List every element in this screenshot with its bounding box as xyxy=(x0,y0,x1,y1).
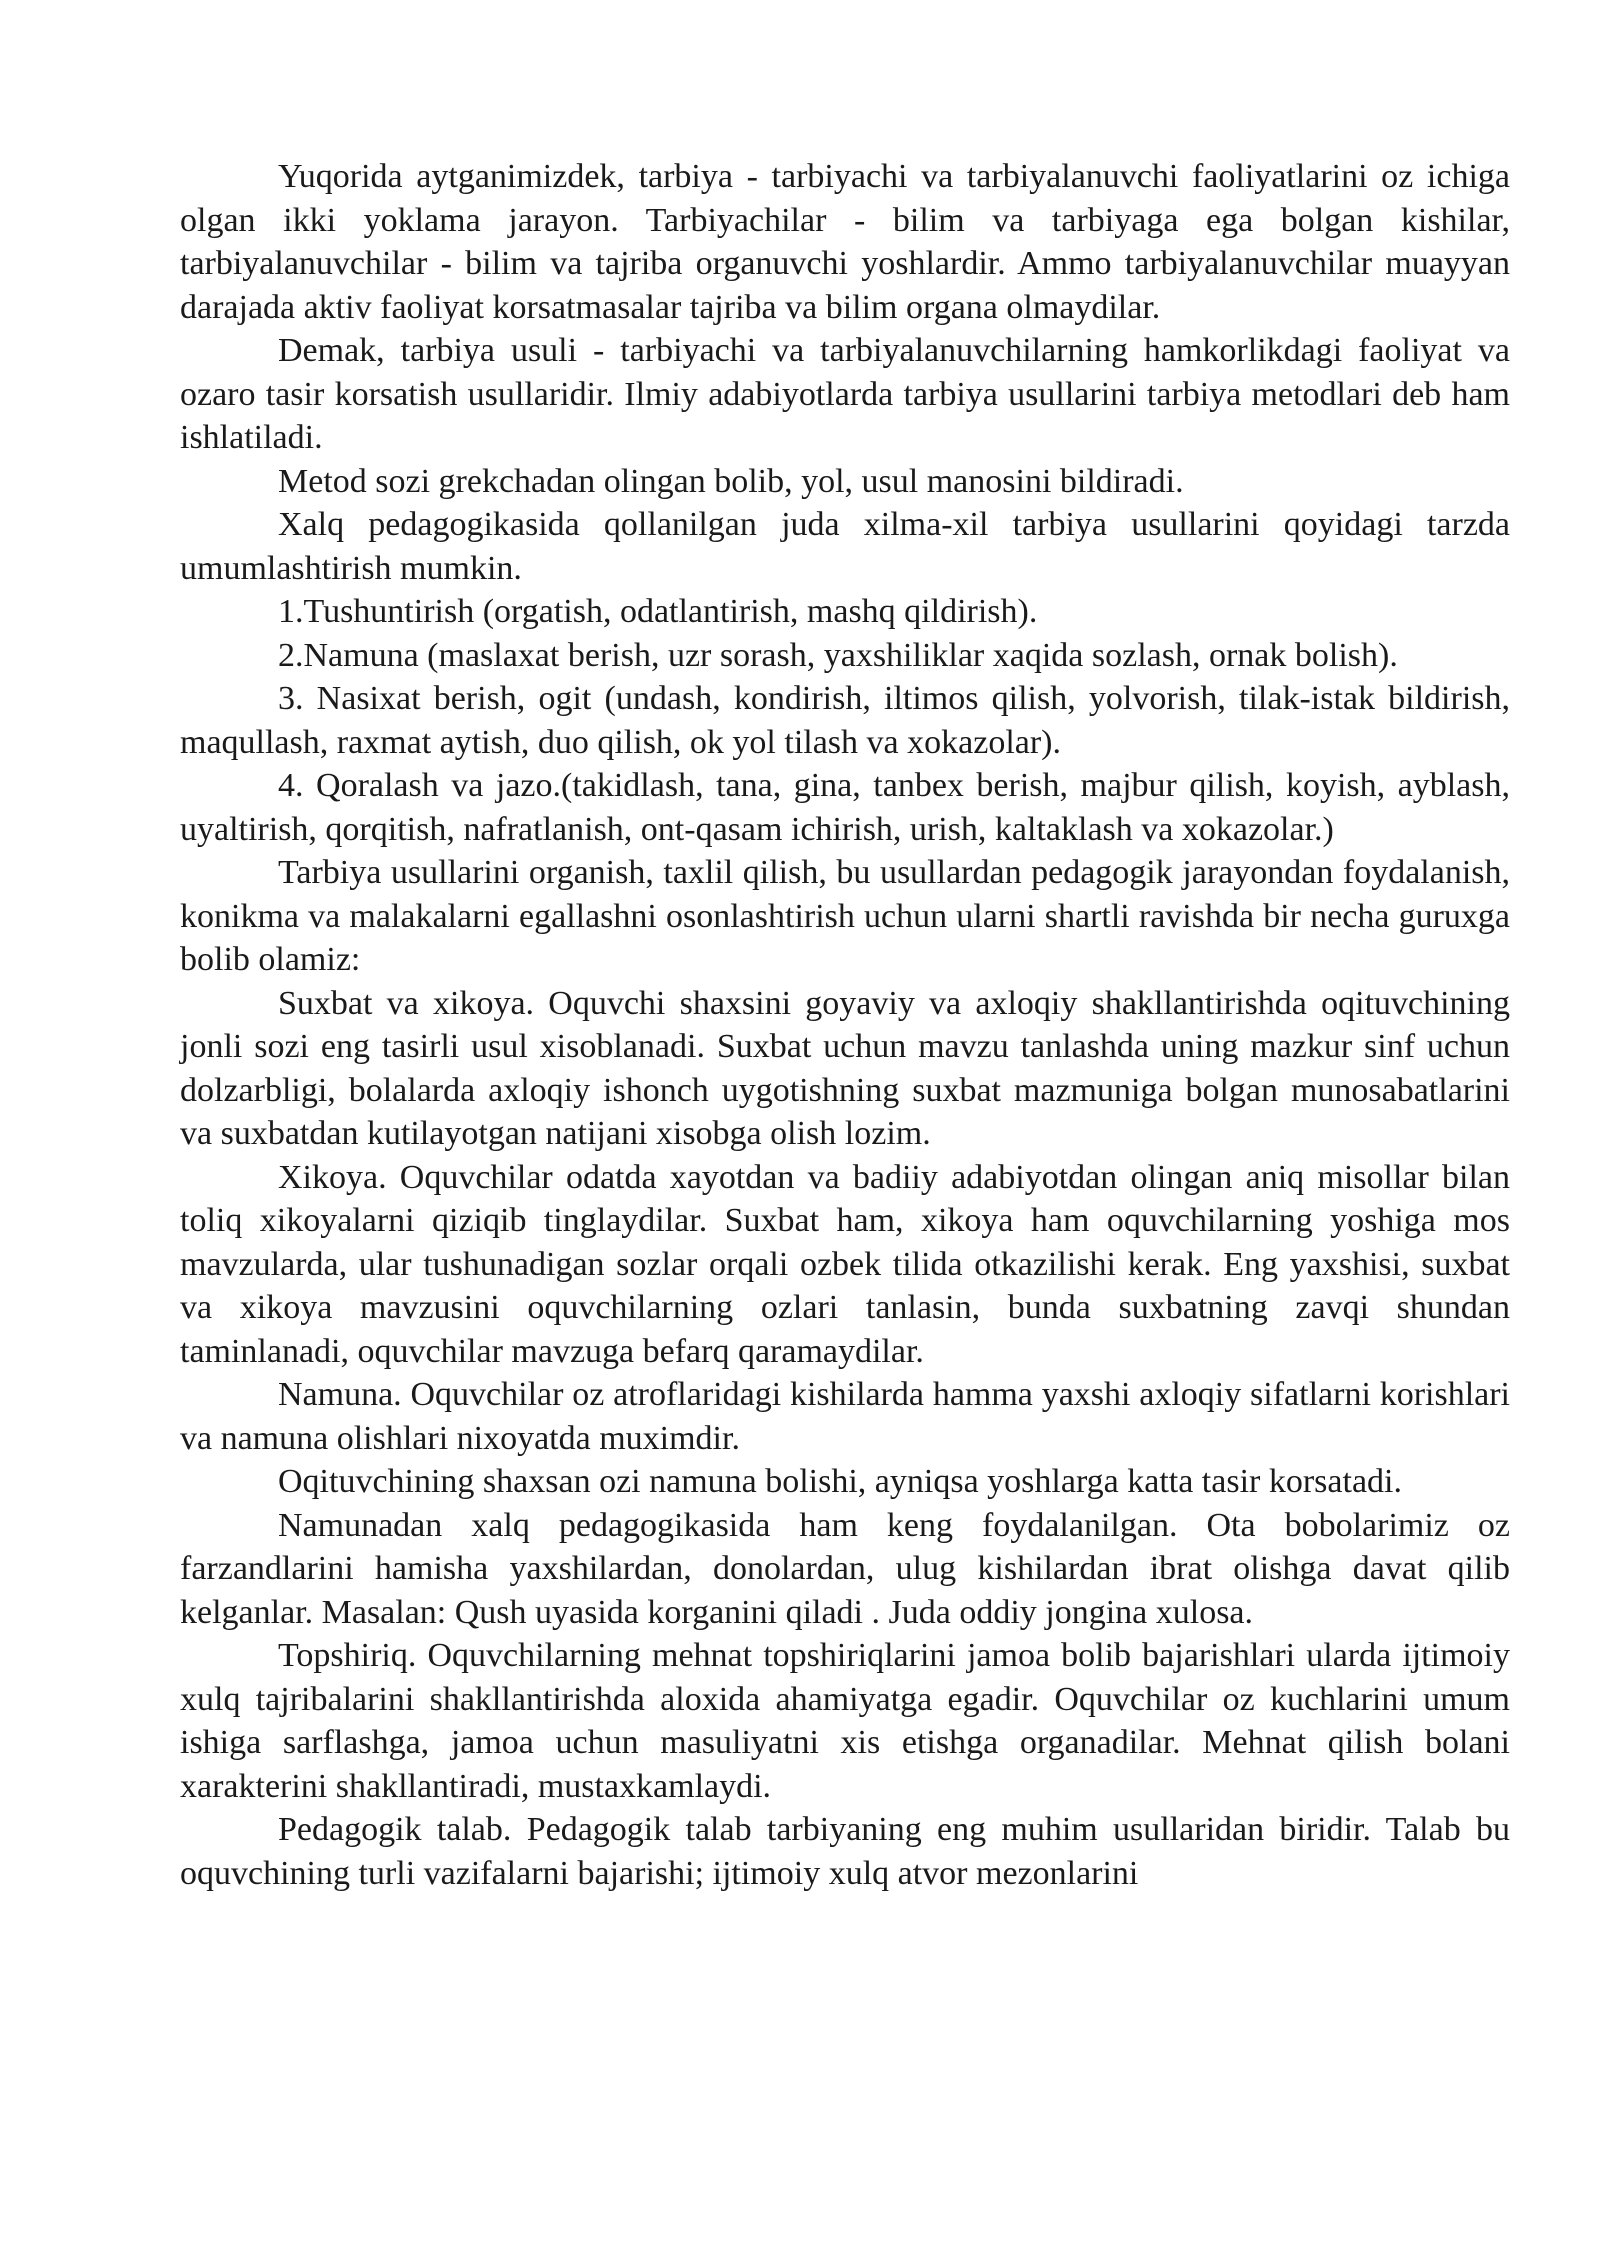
paragraph-assignment: Topshiriq. Oquvchilarning mehnat topshiriqlarini jamoa bolib bajarishlari ularda ijtimoiy xulq tajribalarini shakllantirishda aloxida ahamiyatga egadir. Oquvchilar oz kuchlarini umum ishiga sarflashga, jamoa uchun masuliyatni xis etishga organadilar. Mehnat qilish bolani xarakterini shakllantiradi, mustaxkamlaydi. xyxy=(180,1637,1510,1805)
list-item-advice: 3. Nasixat berish, ogit (undash, kondirish, iltimos qilish, yolvorish, tilak-istak bildirish, maqullash, raxmat aytish, duo qilish, ok yol tilash va xokazolar). xyxy=(180,680,1510,761)
paragraph-intro: Yuqorida aytganimizdek, tarbiya - tarbiyachi va tarbiyalanuvchi faoliyatlarini oz ichiga olgan ikki yoklama jarayon. Tarbiyachilar - bilim va tarbiyaga ega bolgan kishilar, tarbiyalanuvchilar - bilim va tajriba organuvchi yoshlardir. Ammo tarbiyalanuvchilar muayyan darajada aktiv faoliyat korsatmasalar tajriba va bilim organa olmaydilar. xyxy=(180,158,1510,326)
paragraph-grouping: Tarbiya usullarini organish, taxlil qilish, bu usullardan pedagogik jarayondan foydalanish, konikma va malakalarni egallashni osonlashtirish uchun ularni shartli ravishda bir necha guruxga bolib olamiz: xyxy=(180,854,1510,978)
document-page xyxy=(180,155,1510,1895)
paragraph-pedagogical-demand: Pedagogik talab. Pedagogik talab tarbiyaning eng muhim usullaridan biridir. Talab bu oquvchining turli vazifalarni bajarishi; ijtimoiy xulq atvor mezonlarini xyxy=(180,1811,1510,1892)
paragraph-teacher-example: Oqituvchining shaxsan ozi namuna bolishi, ayniqsa yoshlarga katta tasir korsatadi. xyxy=(278,1463,1402,1500)
paragraph-folk-example: Namunadan xalq pedagogikasida ham keng foydalanilgan. Ota bobolarimiz oz farzandlarini hamisha yaxshilardan, donolardan, ulug kishilardan ibrat olishga davat qilib kelganlar. Masalan: Qush uyasida korganini qiladi . Juda oddiy jongina xulosa. xyxy=(180,1506,1510,1631)
paragraph-example: Namuna. Oquvchilar oz atroflaridagi kishilarda hamma yaxshi axloqiy sifatlarni korishlari va namuna olishlari nixoyatda muximdir. xyxy=(180,1376,1510,1457)
list-item-example: 2.Namuna (maslaxat berish, uzr sorash, yaxshiliklar xaqida sozlash, ornak bolish). xyxy=(278,636,1398,674)
list-item-explanation: 1.Tushuntirish (orgatish, odatlantirish, mashq qildirish). xyxy=(278,593,1038,630)
paragraph-metod-etymology: Metod sozi grekchadan olingan bolib, yol, usul manosini bildiradi. xyxy=(278,462,1184,500)
paragraph-method-definition: Demak, tarbiya usuli - tarbiyachi va tarbiyalanuvchilarning hamkorlikdagi faoliyat va ozaro tasir korsatish usullaridir. Ilmiy adabiyotlarda tarbiya usullarini tarbiya metodlari deb ham ishlatiladi. xyxy=(180,332,1510,456)
paragraph-story: Xikoya. Oquvchilar odatda xayotdan va badiiy adabiyotdan olingan aniq misollar bilan toliq xikoyalarni qiziqib tinglaydilar. Suxbat ham, xikoya ham oquvchilarning yoshiga mos mavzularda, ular tushunadigan sozlar orqali ozbek tilida otkazilishi kerak. Eng yaxshisi, suxbat va xikoya mavzusini oquvchilarning ozlari tanlasin, bunda suxbatning zavqi shundan taminlanadi, oquvchilar mavzuga befarq qaramaydilar. xyxy=(180,1158,1510,1370)
paragraph-conversation: Suxbat va xikoya. Oquvchi shaxsini goyaviy va axloqiy shakllantirishda oqituvchining jonli sozi eng tasirli usul xisoblanadi. Suxbat uchun mavzu tanlashda uning mazkur sinf uchun dolzarbligi, bolalarda axloqiy ishonch uygotishning suxbat mazmuniga bolgan munosabatlarini va suxbatdan kutilayotgan natijani xisobga olish lozim. xyxy=(180,984,1510,1152)
paragraph-folk-pedagogy: Xalq pedagogikasida qollanilgan juda xilma-xil tarbiya usullarini qoyidagi tarzda umumlashtirish mumkin. xyxy=(180,506,1510,587)
list-item-punishment: 4. Qoralash va jazo.(takidlash, tana, gina, tanbex berish, majbur qilish, koyish, ayblash, uyaltirish, qorqitish, nafratlanish, ont-qasam ichirish, urish, kaltaklash va xokazolar.) xyxy=(180,767,1510,848)
